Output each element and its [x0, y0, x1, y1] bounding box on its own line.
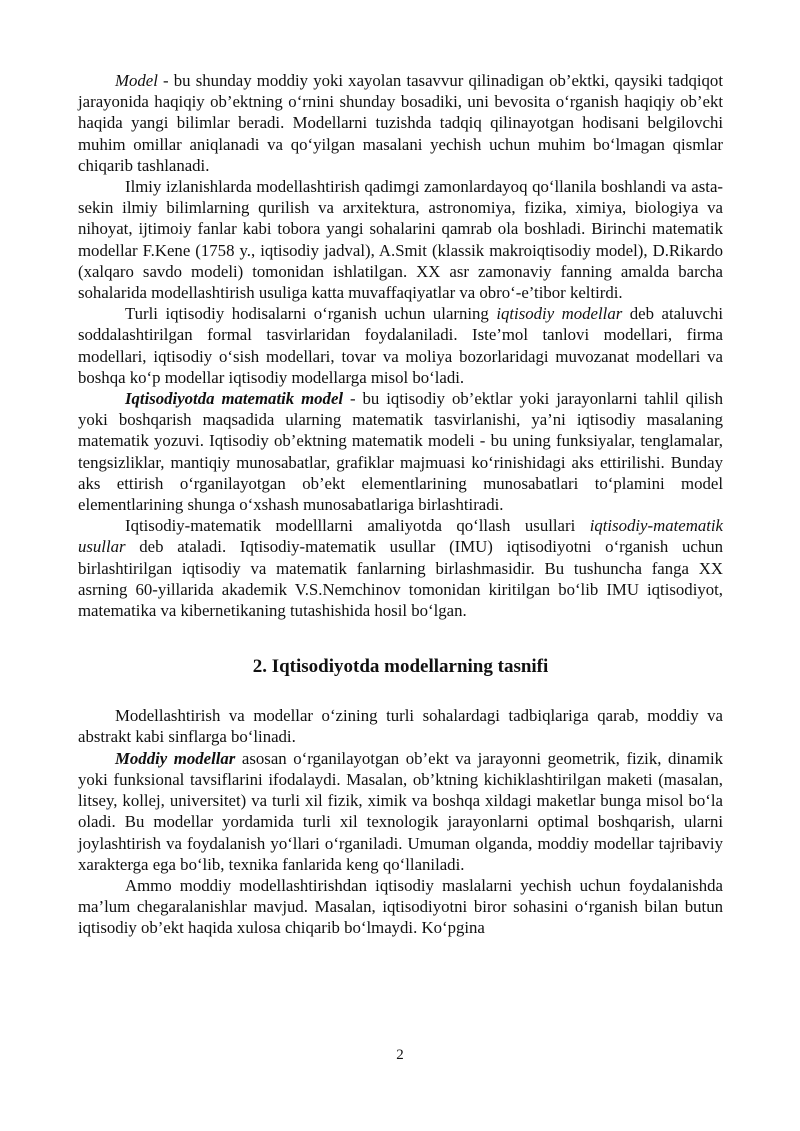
document-page — [78, 70, 723, 939]
term-material-models: Moddiy modellar — [115, 748, 236, 768]
paragraph-material-models — [78, 748, 723, 875]
paragraph-economic-models — [78, 303, 723, 388]
paragraph-imu — [78, 515, 723, 621]
paragraph-limitations — [78, 875, 723, 939]
term-imu: iqtisodiy-matematik usullar — [78, 516, 723, 557]
page-number: 2 — [396, 1047, 404, 1063]
paragraph-text: asosan o‘rganilayotgan ob’ekt va jarayonni geometrik, fizik, dinamik yoki funksional tavsiflarini ifodalaydi. Masalan, ob’ktning kichiklashtirilgan maketi (masalan, litsey, kollej, universitet) va turli xil fizik, ximik va boshqa xildagi maketlar bunga misol bo‘la oladi. Bu modellar yordamida turli xil texnologik jarayonlarni optimal boshqarish, ularni joylashtirish va foydalanish yo‘llari o‘rganiladi. Umuman olganda, moddiy modellar tajribaviy xarakterga ega bo‘lib, texnika fanlarida keng qo‘llaniladi. — [78, 748, 723, 874]
paragraph-text: Turli iqtisodiy hodisalarni o‘rganish uchun ularning — [125, 304, 497, 324]
paragraph-text: - bu iqtisodiy ob’ektlar yoki jarayonlarni tahlil qilish yoki boshqarish maqsadida ularning matematik tasvirlanishi, ya’ni iqtisodiy masalaning matematik yozuvi. Iqtisodiy ob’ektning matematik modeli - bu uning funksiyalar, tenglamalar, tengsizliklar, mantiqiy munosabatlar, grafiklar majmuasi ko‘rinishidagi aks ettirilishi. Bunday aks ettirish o‘rganilayotgan ob’ekt elementlarining munosabatlari to‘plamini model elementlarining shunga o‘xshash munosabatlariga birlashtiradi. — [78, 389, 723, 515]
paragraph-text: deb ataluvchi soddalashtirilgan formal tasvirlaridan foydalaniladi. Iste’mol tanlovi modellari, firma modellari, iqtisodiy o‘sish modellari, tovar va moliya bozorlaridagi muvozanat modellari va boshqa ko‘p modellar iqtisodiy modellarga misol bo‘ladi. — [78, 304, 723, 387]
term-economic-models: iqtisodiy modellar — [496, 304, 623, 324]
paragraph-math-model — [78, 388, 723, 515]
paragraph-model-definition — [78, 70, 723, 176]
paragraph-classification — [78, 705, 723, 747]
section-heading: 2. Iqtisodiyotda modellarning tasnifi — [252, 656, 549, 678]
paragraph-text: Modellashtirish va modellar o‘zining turli sohalardagi tadbiqlariga qarab, moddiy va abstrakt kabi sinflarga bo‘linadi. — [78, 706, 723, 747]
paragraph-history — [78, 176, 723, 303]
paragraph-text: Ilmiy izlanishlarda modellashtirish qadimgi zamonlardayoq qo‘llanila boshlandi va asta-sekin ilmiy bilimlarning qurilish va arxitektura, astronomiya, fizika, ximiya, biologiya va nihoyat, ijtimoiy fanlar kabi tobora yangi sohalarini qamrab ola boshladi. Birinchi matematik modellar F.Kene (1758 y., iqtisodiy jadval), A.Smit (klassik makroiqtisodiy model), D.Rikardo (xalqaro savdo modeli) tomonidan ishlatilgan. XX asr zamonaviy fanning amalda barcha sohalarida modellashtirish usuliga katta muvaffaqiyatlar va obro‘-e’tibor keltirdi. — [78, 177, 723, 303]
term-model: Model — [115, 71, 158, 90]
paragraph-text: Iqtisodiy-matematik modelllarni amaliyotda qo‘llash usullari — [125, 516, 590, 536]
term-math-model: Iqtisodiyotda matematik model — [125, 389, 344, 409]
paragraph-text: - bu shunday moddiy yoki xayolan tasavvur qilinadigan ob’ektki, qaysiki tadqiqot jarayonida haqiqiy ob’ektning o‘rnini shunday bosadiki, uni bevosita o‘rganish haqiqiy ob’ekt haqida yangi bilimlar beradi. Modellarni tuzishda tadqiq qilinayotgan hodisani belgilovchi muhim omillar aniqlanadi va qo‘yilgan masalani yechish uchun muhim bo‘lmagan qismlar chiqarib tashlanadi. — [78, 71, 723, 175]
paragraph-text: deb ataladi. Iqtisodiy-matematik usullar (IMU) iqtisodiyotni o‘rganish uchun birlashtirilgan iqtisodiy va matematik fanlarning birlashmasidir. Bu tushuncha fanga XX asrning 60-yillarida akademik V.S.Nemchinov tomonidan kiritilgan bo‘lib IMU iqtisodiyot, matematika va kibernetikaning tutashishida hosil bo‘lgan. — [78, 537, 723, 621]
paragraph-text: Ammo moddiy modellashtirishdan iqtisodiy maslalarni yechish uchun foydalanishda ma’lum chegaralanishlar mavjud. Masalan, iqtisodiyotni biror sohasini o‘rganish bilan butun iqtisodiy ob’ekt haqida xulosa chiqarib bo‘lmaydi. Ko‘pgina — [78, 875, 723, 938]
